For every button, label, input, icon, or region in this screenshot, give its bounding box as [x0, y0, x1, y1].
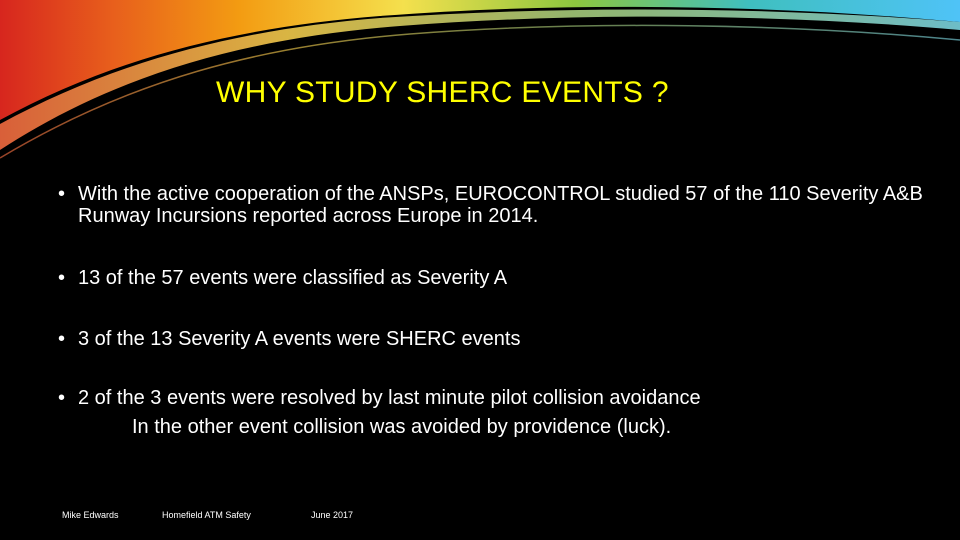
bullet-item	[58, 387, 938, 438]
bullet-dot: •	[58, 267, 66, 289]
bullet-item	[58, 267, 938, 289]
bullet-text: 13 of the 57 events were classified as Severity A	[78, 267, 508, 289]
bullet-item	[58, 183, 938, 227]
footer-organization: Homefield ATM Safety	[162, 510, 251, 520]
footer-date: June 2017	[311, 510, 354, 520]
bullet-dot: •	[58, 183, 66, 205]
bullet-continuation: In the other event collision was avoided by providence (luck).	[132, 416, 672, 438]
footer-author: Mike Edwards	[62, 510, 119, 520]
bullet-item	[58, 328, 938, 350]
slide-title: WHY STUDY SHERC EVENTS ?	[216, 76, 669, 109]
bullet-list	[58, 183, 938, 438]
bullet-text: 2 of the 3 events were resolved by last minute pilot collision avoidance	[78, 387, 701, 409]
bullet-text: 3 of the 13 Severity A events were SHERC events	[78, 328, 521, 350]
bullet-text: With the active cooperation of the ANSPs, EUROCONTROL studied 57 of the 110 Severity A&B Runway Incursions reported across Europe in 2014.	[78, 183, 923, 227]
bullet-dot: •	[58, 328, 66, 350]
bullet-dot: •	[58, 387, 66, 409]
